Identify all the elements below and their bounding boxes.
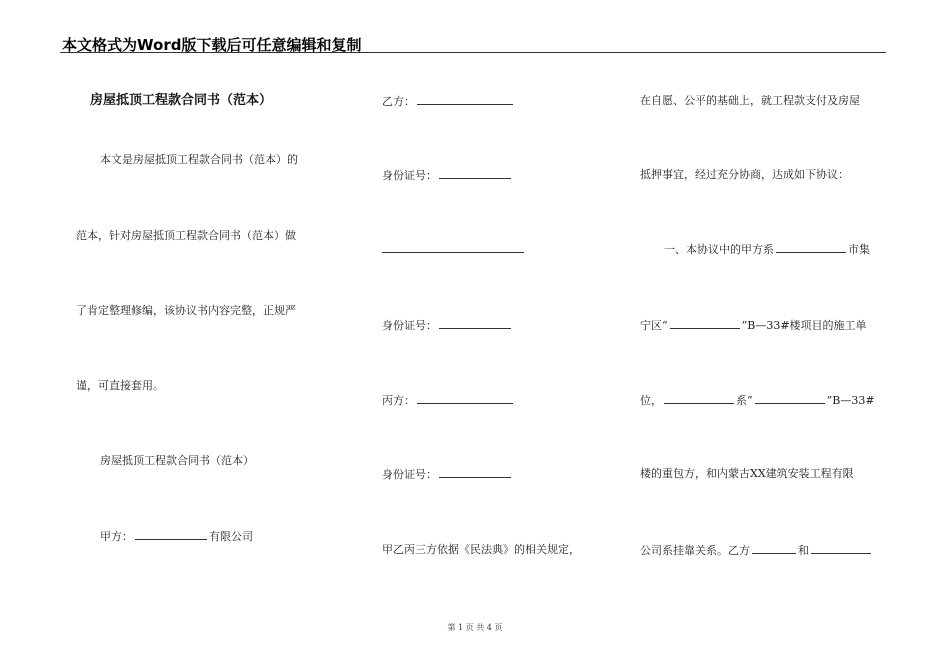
id-number-label-1: 身份证号： [382, 169, 437, 182]
intro-line-3: 了肯定整理修编，该协议书内容完整，正规严 [76, 304, 296, 317]
other-party-blank [811, 543, 871, 554]
party-b-name-blank [752, 543, 796, 554]
relation-text: 系“ [736, 394, 753, 407]
affiliation-text: 公司系挂靠关系。乙方 [640, 544, 750, 557]
contract-subtitle: 房屋抵顶工程款合同书（范本） [100, 454, 254, 467]
party-b-line [382, 94, 515, 109]
contractor-blank [664, 393, 734, 404]
party-c-blank [417, 393, 513, 404]
signature-blank [382, 242, 524, 253]
id-number-line-2 [382, 318, 513, 333]
legal-basis-line: 甲乙丙三方依据《民法典》的相关规定， [382, 543, 580, 556]
column-2 [382, 0, 612, 672]
party-a-suffix: 有限公司 [209, 530, 253, 543]
body-line-5 [640, 393, 875, 408]
intro-line-4: 谨，可直接套用。 [76, 379, 164, 392]
party-a-line [100, 529, 253, 544]
body-line-2: 抵押事宜，经过充分协商，达成如下协议： [640, 168, 849, 181]
blank-line [382, 242, 524, 257]
party-a-label: 甲方： [100, 530, 133, 543]
page-footer: 第 1 页 共 4 页 [447, 623, 503, 632]
party-c-line [382, 393, 515, 408]
party-a-blank [135, 529, 207, 540]
intro-line-2: 范本，针对房屋抵顶工程款合同书（范本）做 [76, 229, 296, 242]
column-3 [640, 0, 885, 672]
unit-text: 位， [640, 394, 662, 407]
project-name-blank [670, 318, 740, 329]
party-b-blank [417, 94, 513, 105]
id-number-blank-1 [439, 168, 511, 179]
project-name-blank-2 [755, 393, 825, 404]
body-line-7 [640, 543, 873, 558]
clause-1-suffix: 市集 [848, 243, 870, 256]
body-line-1: 在自愿、公平的基础上，就工程款支付及房屋 [640, 94, 860, 107]
party-b-label: 乙方： [382, 95, 415, 108]
id-number-label-2: 身份证号： [382, 319, 437, 332]
id-number-line-3 [382, 467, 513, 482]
district-text: 宁区“ [640, 319, 668, 332]
body-line-4 [640, 318, 867, 333]
project-text: ”B—33#楼项目的施工单 [741, 319, 867, 332]
id-number-blank-3 [439, 467, 511, 478]
body-line-6: 楼的重包方，和内蒙古XX建筑安装工程有限 [640, 467, 854, 480]
building-text: ”B—33# [826, 394, 875, 407]
id-number-blank-2 [439, 318, 511, 329]
intro-line-1: 本文是房屋抵顶工程款合同书（范本）的 [100, 153, 298, 166]
id-number-label-3: 身份证号： [382, 468, 437, 481]
document-title: 房屋抵顶工程款合同书（范本） [90, 93, 273, 108]
clause-1-line [664, 242, 870, 257]
clause-1-text: 一、本协议中的甲方系 [664, 243, 774, 256]
city-blank [776, 242, 846, 253]
column-1 [76, 0, 326, 672]
id-number-line-1 [382, 168, 513, 183]
document-header-title: 本文格式为Word版下载后可任意编辑和复制 [62, 36, 362, 54]
party-c-label: 丙方： [382, 394, 415, 407]
and-text: 和 [798, 544, 809, 557]
